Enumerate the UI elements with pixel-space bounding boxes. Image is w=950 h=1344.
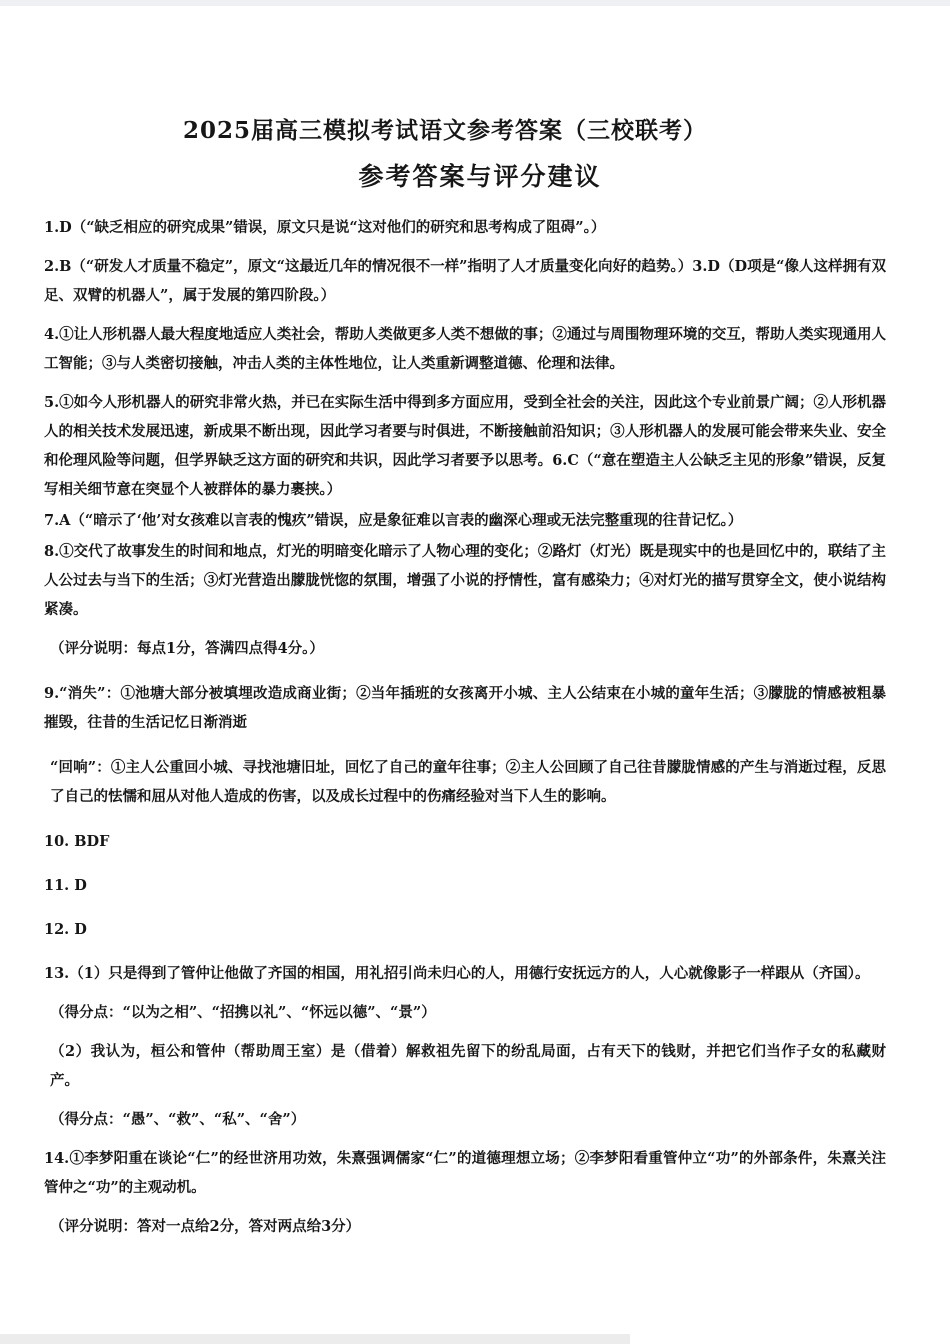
answer-q10: 10. BDF [44, 833, 110, 850]
scoring-points-q13-part1: （得分点：“以为之相”、“招携以礼”、“怀远以德”、“景”） [50, 1004, 436, 1021]
scoring-note-q8: （评分说明：每点1分，答满四点得4分。） [50, 640, 324, 657]
answer-q12: 12. D [44, 921, 87, 938]
answer-q13-part1: 13.（1）只是得到了管仲让他做了齐国的相国，用礼招引尚未归心的人，用德行安抚远方的人，人心就像影子一样跟从（齐国）。 [44, 965, 870, 982]
answer-q11: 11. D [44, 877, 87, 894]
answer-q8: 8.①交代了故事发生的时间和地点，灯光的明暗变化暗示了人物心理的变化；②路灯（灯光）既是现实中的也是回忆中的，联结了主人公过去与当下的生活；③灯光营造出朦胧恍惚的氛围，增强了小说的抒情性，富有感染力；④对灯光的描写贯穿全文，使小说结构紧凑。 [44, 543, 886, 618]
answer-q13-part2: （2）我认为，桓公和管仲（帮助周王室）是（借着）解救祖先留下的纷乱局面，占有天下的钱财，并把它们当作子女的私藏财产。 [50, 1043, 886, 1089]
document-subtitle: 参考答案与评分建议 [358, 162, 602, 191]
scoring-note-q14: （评分说明：答对一点给2分，答对两点给3分） [50, 1218, 361, 1235]
answer-q2-q3: 2.B（“研发人才质量不稳定”，原文“这最近几年的情况很不一样”指明了人才质量变化向好的趋势。）3.D（D项是“像人这样拥有双足、双臂的机器人”，属于发展的第四阶段。） [44, 258, 886, 304]
answer-q7: 7.A（“暗示了‘他’对女孩难以言表的愧疚”错误，应是象征难以言表的幽深心理或无法完整重现的往昔记忆。） [44, 512, 743, 529]
scan-top-edge [0, 0, 950, 6]
scoring-points-q13-part2: （得分点：“愚”、“救”、“私”、“舍”） [50, 1111, 306, 1128]
answer-q9-disappear: 9.“消失”：①池塘大部分被填埋改造成商业街；②当年插班的女孩离开小城、主人公结束在小城的童年生活；③朦胧的情感被粗暴摧毁，往昔的生活记忆日渐消逝 [44, 685, 886, 731]
answer-q5-q6: 5.①如今人形机器人的研究非常火热，并已在实际生活中得到多方面应用，受到全社会的关注，因此这个专业前景广阔；②人形机器人的相关技术发展迅速，新成果不断出现，因此学习者要与时俱进，不断接触前沿知识；③人形机器人的发展可能会带来失业、安全和伦理风险等问题，但学界缺乏这方面的研究和共识，因此学习者要予以思考。6.C（“意在塑造主人公缺乏主见的形象”错误，反复写相关细节意在突显个人被群体的暴力裹挟。） [44, 394, 886, 498]
document-title: 2025届高三模拟考试语文参考答案（三校联考） [182, 117, 707, 144]
answer-q1: 1.D（“缺乏相应的研究成果”错误，原文只是说“这对他们的研究和思考构成了阻碍”。） [44, 219, 606, 236]
answer-q14: 14.①李梦阳重在谈论“仁”的经世济用功效，朱熹强调儒家“仁”的道德理想立场；②李梦阳看重管仲立“功”的外部条件，朱熹关注管仲之“功”的主观动机。 [44, 1150, 886, 1196]
answer-q4: 4.①让人形机器人最大程度地适应人类社会，帮助人类做更多人类不想做的事；②通过与周围物理环境的交互，帮助人类实现通用人工智能；③与人类密切接触，冲击人类的主体性地位，让人类重新调整道德、伦理和法律。 [44, 326, 886, 372]
scan-bottom-edge [0, 1334, 630, 1344]
answer-q9-echo: “回响”：①主人公重回小城、寻找池塘旧址，回忆了自己的童年往事；②主人公回顾了自己往昔朦胧情感的产生与消逝过程，反思了自己的怯懦和屈从对他人造成的伤害，以及成长过程中的伤痛经验对当下人生的影响。 [50, 759, 886, 805]
answer-sheet [44, 112, 886, 1251]
